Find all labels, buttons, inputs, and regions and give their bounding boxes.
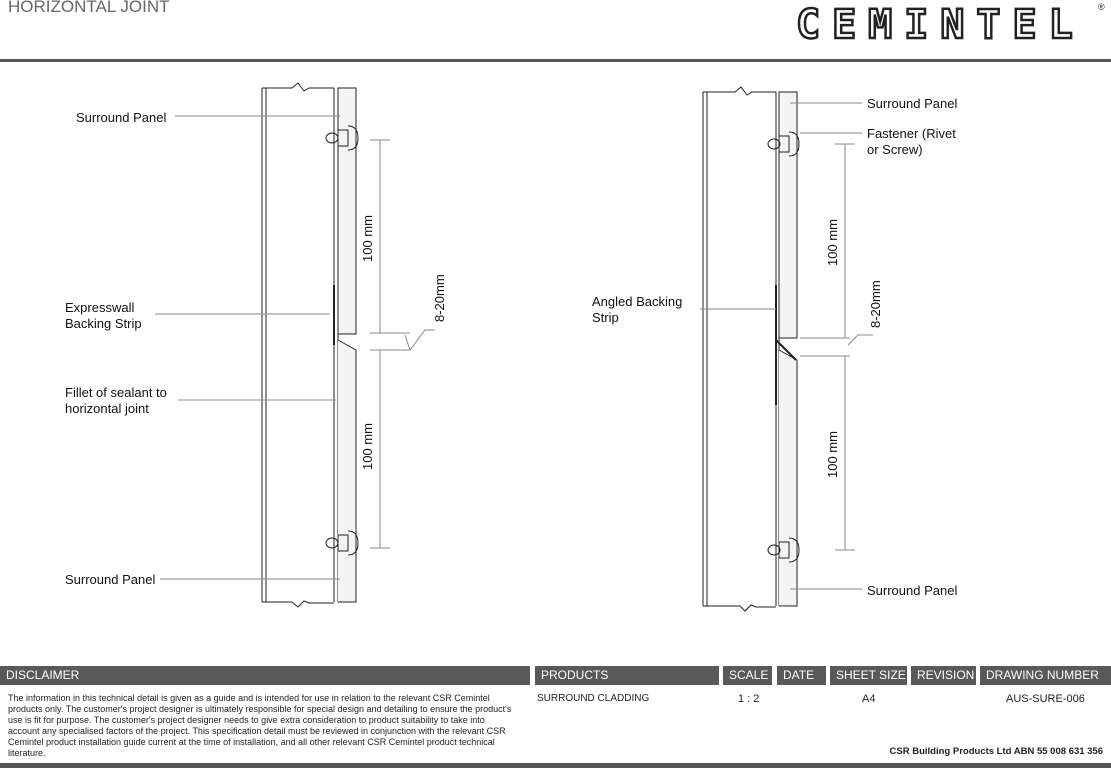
label-surround-panel-bottom-right: Surround Panel [867,583,958,598]
sheet-size-value: A4 [862,693,876,705]
dimension-100mm-lower-right: 100 mm [825,431,840,478]
left-detail [155,83,435,607]
dimension-100mm-lower: 100 mm [360,423,375,470]
right-detail [700,87,873,611]
header-drawing-number: DRAWING NUMBER [980,666,1111,685]
label-surround-panel-top: Surround Panel [76,110,167,125]
scale-value: 1 : 2 [738,693,760,705]
footer-bottom-bar [0,763,1111,768]
cemintel-logo: CEMINTEL [796,2,1085,48]
label-fillet-of-sealant: Fillet of sealant to horizontal joint [65,385,167,416]
company-abn: CSR Building Products Ltd ABN 55 008 631 356 [889,746,1103,757]
dimension-100mm-upper-right: 100 mm [825,219,840,266]
drawing-title: HORIZONTAL JOINT [8,0,170,16]
header-scale: SCALE [723,666,772,685]
header-products: PRODUCTS [535,666,719,685]
header-disclaimer: DISCLAIMER [0,666,530,685]
dimension-gap-right: 8-20mm [868,280,883,328]
drawing-number-value: AUS-SURE-006 [1006,693,1085,705]
label-angled-backing-strip: Angled Backing Strip [592,294,683,325]
header-date: DATE [777,666,826,685]
registered-mark: ® [1098,2,1105,12]
dimension-gap: 8-20mm [432,274,447,322]
header-sheet-size: SHEET SIZE [830,666,907,685]
label-expresswall-backing-strip: Expresswall Backing Strip [65,300,142,331]
header-revision: REVISION [911,666,976,685]
label-surround-panel-bottom: Surround Panel [65,572,156,587]
products-value: SURROUND CLADDING [537,693,650,704]
dimension-100mm-upper: 100 mm [360,215,375,262]
disclaimer-text: The information in this technical detail is given as a guide and is intended for use in relation to the relevant CSR Cemintel products only. The customer's project designer is ultimately responsible for special design and detailing to ensure the product's use is fit for purpose. The customer's project designer needs to give extra consideration to product suitability to take into account any specialised factors of the project. This specification detail must be reviewed in conjunction with the relevant CSR Cemintel product installation guide current at the time of installation, and all other relevant CSR Cemintel product technical literature. [8,693,512,758]
label-fastener: Fastener (Rivet or Screw) [867,126,956,157]
label-surround-panel-top-right: Surround Panel [867,96,958,111]
